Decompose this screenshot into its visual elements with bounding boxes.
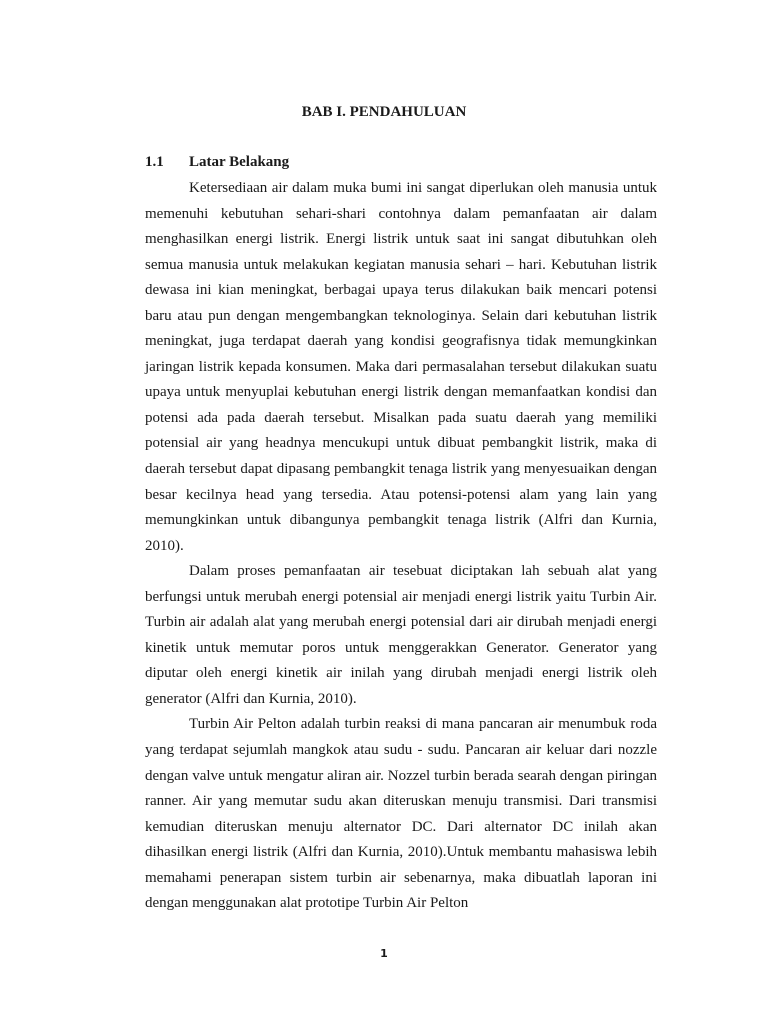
section-heading — [145, 152, 289, 172]
section-title: Latar Belakang — [189, 154, 290, 170]
body-text — [145, 176, 657, 917]
chapter-title: BAB I. PENDAHULUAN — [301, 104, 467, 120]
paragraph-3: Turbin Air Pelton adalah turbin reaksi di mana pancaran air menumbuk roda yang terdapat sejumlah mangkok atau sudu - sudu. Pancaran air keluar dari nozzle dengan valve untuk mengatur aliran air. Nozzel turbin berada searah dengan piringan ranner. Air yang memutar sudu akan diteruskan menuju transmisi. Dari transmisi kemudian diteruskan menuju alternator DC. Dari alternator DC inilah akan dihasilkan energi listrik (Alfri dan Kurnia, 2010).Untuk membantu mahasiswa lebih memahami penerapan sistem turbin air sebenarnya, maka dibuatlah laporan ini dengan menggunakan alat prototipe Turbin Air Pelton — [145, 716, 657, 912]
paragraph-1: Ketersediaan air dalam muka bumi ini sangat diperlukan oleh manusia untuk memenuhi kebutuhan sehari-shari contohnya dalam pemanfaatan air dalam menghasilkan energi listrik. Energi listrik untuk saat ini sangat dibutuhkan oleh semua manusia untuk melakukan kegiatan manusia sehari – hari. Kebutuhan listrik dewasa ini kian meningkat, berbagai upaya terus dilakukan baik mencari potensi baru atau pun dengan mengembangkan teknologinya. Selain dari kebutuhan listrik meningkat, juga terdapat daerah yang kondisi geografisnya tidak memungkinkan jaringan listrik kepada konsumen. Maka dari permasalahan tersebut dilakukan suatu upaya untuk menyuplai kebutuhan energi listrik dengan memanfaatkan kondisi dan potensi ada pada daerah tersebut. Misalkan pada suatu daerah yang memiliki potensial air yang headnya mencukupi untuk dibuat pembangkit listrik, maka di daerah tersebut dapat dipasang pembangkit tenaga listrik yang menyesuaikan dengan besar kecilnya head yang tersedia. Atau potensi-potensi alam yang lain yang memungkinkan untuk dibangunya pembangkit tenaga listrik (Alfri dan Kurnia, 2010). — [145, 180, 657, 554]
paragraph-2: Dalam proses pemanfaatan air tesebuat diciptakan lah sebuah alat yang berfungsi untuk merubah energi potensial air menjadi energi listrik yaitu Turbin Air. Turbin air adalah alat yang merubah energi potensial dari air dirubah menjadi energi kinetik untuk memutar poros untuk menggerakkan Generator. Generator yang diputar oleh energi kinetik air inilah yang dirubah menjadi energi listrik oleh generator (Alfri dan Kurnia, 2010). — [145, 563, 657, 707]
page-number: 1 — [380, 947, 388, 960]
section-number: 1.1 — [145, 154, 164, 170]
